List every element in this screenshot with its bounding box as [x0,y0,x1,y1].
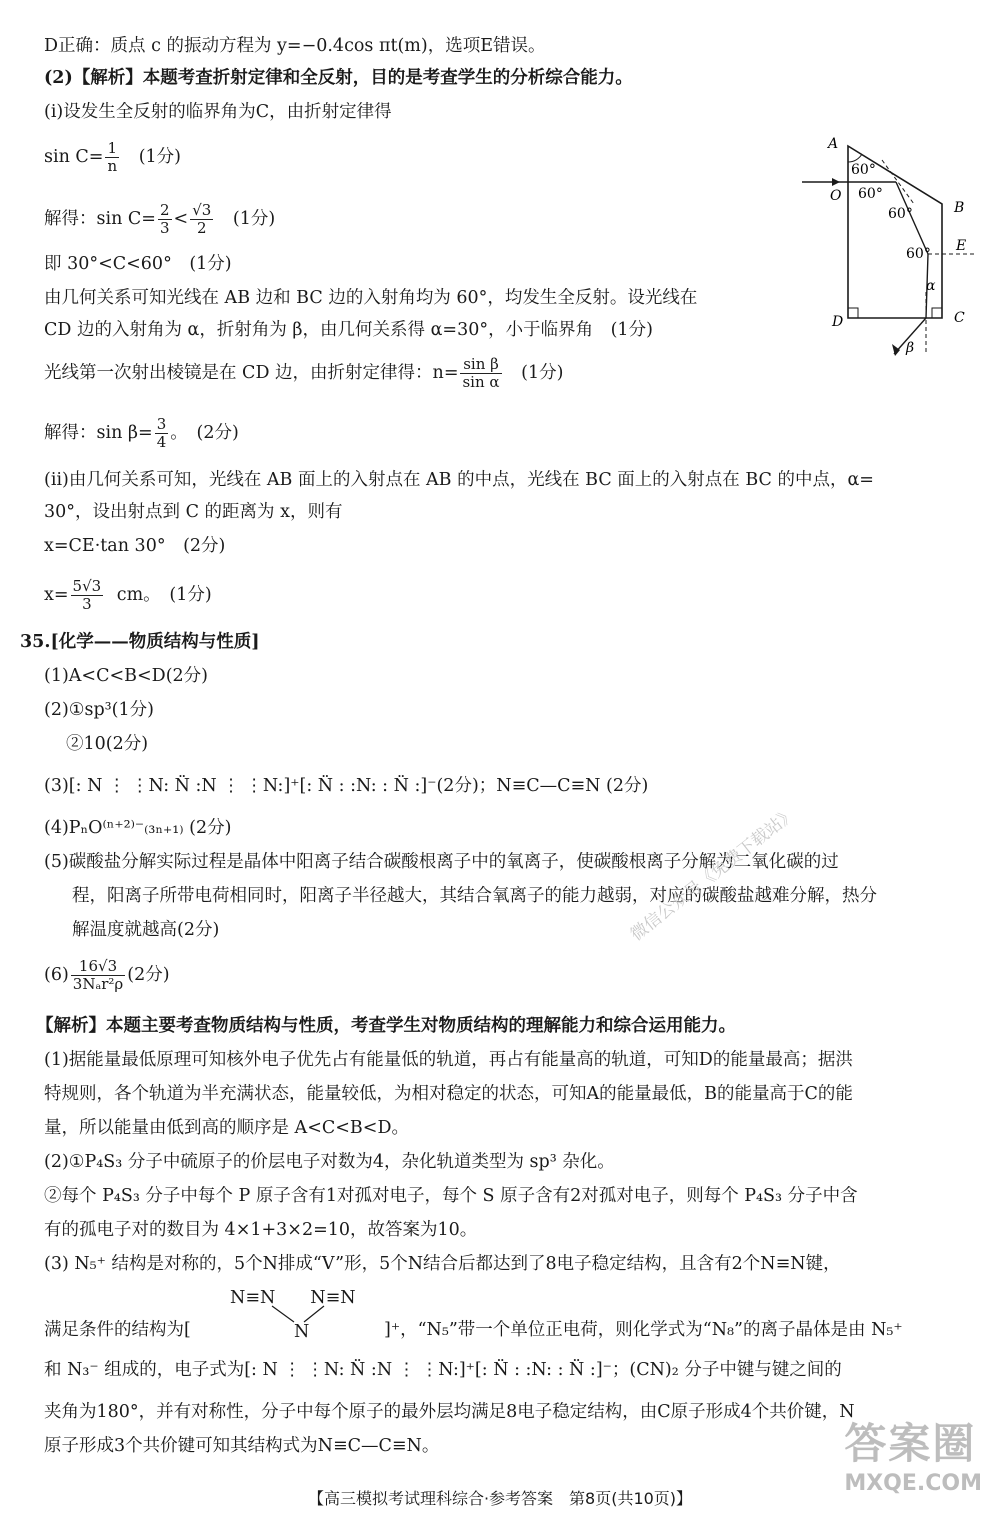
logo-text: 答案圈 [844,1419,977,1468]
eq-x-result: x= $\frac{5√3}{3}$ cm。 (1分) [44,577,212,613]
analysis-3-line-5: 原子形成3个共价键可知其结构式为N≡C—C≡N。 [44,1436,440,1456]
line-option-d: D正确：质点 c 的振动方程为 y=−0.4cos πt(m)，选项E错误。 [44,36,546,56]
arrow-head [832,178,840,186]
analysis-1-line-2: 特规则，各个轨道为半充满状态，能量较低，为相对稳定的状态，可知A的能量最低，B的能量高于C的能 [44,1084,853,1104]
answer-2-1: (2)①sp³(1分) [44,700,154,720]
eq-sin-beta: 解得：sin β= $\frac{3}{4}$ 。 (2分) [44,415,239,451]
answer-5-line-3: 解温度就越高(2分) [72,920,220,940]
n5-structure-center: N [294,1322,310,1342]
label-d: D [832,314,844,330]
site-logo [844,1411,982,1496]
answer-2-2: ②10(2分) [66,734,149,754]
label-a: A [828,136,839,152]
label-c: C [954,310,965,326]
eq-refraction-n: 光线第一次射出棱镜是在 CD 边，由折射定律得：n= $\frac{\text{sin β}}{\text{sin α}}$ (1分) [44,355,564,391]
part-ii-line-2: 30°，设出射点到 C 的距离为 x，则有 [44,502,343,522]
analysis-2-line-2: ②每个 P₄S₃ 分子中每个 P 原子含有1对孤对电子，每个 S 原子含有2对孤对电子，则每个 P₄S₃ 分子中含 [44,1186,858,1206]
answer-5-line-1: (5)碳酸盐分解实际过程是晶体中阳离子结合碳酸根离子中的氧离子，使碳酸根离子分解为二氧化碳的过 [44,852,839,872]
part-ii-line-1: (ⅱ)由几何关系可知，光线在 AB 面上的入射点在 AB 的中点，光线在 BC 面上的入射点在 BC 的中点，α= [44,470,874,490]
watermark-text: 微信公众号《免费下载站》 [627,803,801,946]
section-35-heading: 35.[化学——物质结构与性质] [20,632,260,652]
n5-structure-top: N≡N N≡N [230,1288,356,1308]
analysis-heading-physics: (2)【解析】本题考查折射定律和全反射，目的是考查学生的分析综合能力。 [44,68,633,88]
critical-angle-intro: (ⅰ)设发生全反射的临界角为C，由折射定律得 [44,102,392,122]
eq-x-tan: x=CE·tan 30° (2分) [44,536,226,556]
arrow-head-exit [892,344,900,356]
angle-label-2: 60° [858,186,883,202]
prism-diagram [796,132,986,362]
answer-4: (4)PₙO⁽ⁿ⁺²⁾⁻₍₃ₙ₊₁₎ (2分) [44,818,232,838]
right-angle-c [932,308,942,318]
angle-label-3: 60° [888,206,913,222]
analysis-3-line-1: (3) N₅⁺ 结构是对称的，5个N排成“V”形，5个N结合后都达到了8电子稳定结构，且含有2个N≡N键， [44,1254,841,1274]
analysis-2-line-3: 有的孤电子对的数目为 4×1+3×2=10，故答案为10。 [44,1220,478,1240]
analysis-3-line-2a: 满足条件的结构为[ [44,1320,191,1340]
geometry-line-1: 由几何关系可知光线在 AB 边和 BC 边的入射角均为 60°，均发生全反射。设光线在 [44,288,698,308]
analysis-1-line-1: (1)据能量最低原理可知核外电子优先占有能量低的轨道，再占有能量高的轨道，可知D的能量最高；据洪 [44,1050,853,1070]
label-alpha: α [926,278,936,294]
label-beta: β [906,340,915,356]
analysis-3-line-2b: ]⁺，“N₅”带一个单位正电荷，则化学式为“N₈”的离子晶体是由 N₅⁺ [384,1320,903,1340]
answer-5-line-2: 程，阳离子所带电荷相同时，阳离子半径越大，其结合氧离子的能力越弱，对应的碳酸盐越难分解，热分 [72,886,877,906]
page-footer: 【高三模拟考试理科综合·参考答案 第8页(共10页)】 [307,1489,693,1508]
angle-arc-a [848,154,862,162]
angle-label-1: 60° [851,162,876,178]
analysis-3-line-4: 夹角为180°，并有对称性，分子中每个原子的最外层均满足8电子稳定结构，由C原子形成4个共价键，N [44,1402,855,1422]
label-e: E [956,238,967,254]
logo-url: MXQE.COM [844,1471,982,1496]
geometry-line-2: CD 边的入射角为 α，折射角为 β，由几何关系得 α=30°，小于临界角 (1分) [44,320,653,340]
eq-solve-sin-c: 解得：sin C= $\frac{2}{3}$ < $\frac{√3}{2}$ (1分) [44,201,276,237]
eq-c-range: 即 30°<C<60° (1分) [44,254,232,274]
answer-1: (1)A<C<B<D(2分) [44,666,208,686]
label-b: B [954,200,965,216]
angle-label-4: 60° [906,246,931,262]
eq-sin-c: sin C= $\frac{1}{n}$ (1分) [44,139,182,175]
analysis-heading-chemistry: 【解析】本题主要考查物质结构与性质，考查学生对物质结构的理解能力和综合运用能力。 [36,1016,736,1036]
right-angle-d [848,308,858,318]
analysis-1-line-3: 量，所以能量由低到高的顺序是 A<C<B<D。 [44,1118,409,1138]
answer-3: (3)[: N ⋮ ⋮N: N̈ :N ⋮ ⋮N:]⁺[: N̈ : :N: : N̈ :]⁻(2分)；N≡C—C≡N (2分) [44,776,649,796]
analysis-2-line-1: (2)①P₄S₃ 分子中硫原子的价层电子对数为4，杂化轨道类型为 sp³ 杂化。 [44,1152,615,1172]
answer-6: (6) $\frac{16√3}{\text{3Nₐr²ρ}}$ (2分) [44,957,170,993]
label-o: O [830,188,842,204]
analysis-3-line-3: 和 N₃⁻ 组成的，电子式为[: N ⋮ ⋮N: N̈ :N ⋮ ⋮N:]⁺[: N̈ : :N: : N̈ :]⁻；(CN)₂ 分子中键与键之间的 [44,1360,842,1380]
